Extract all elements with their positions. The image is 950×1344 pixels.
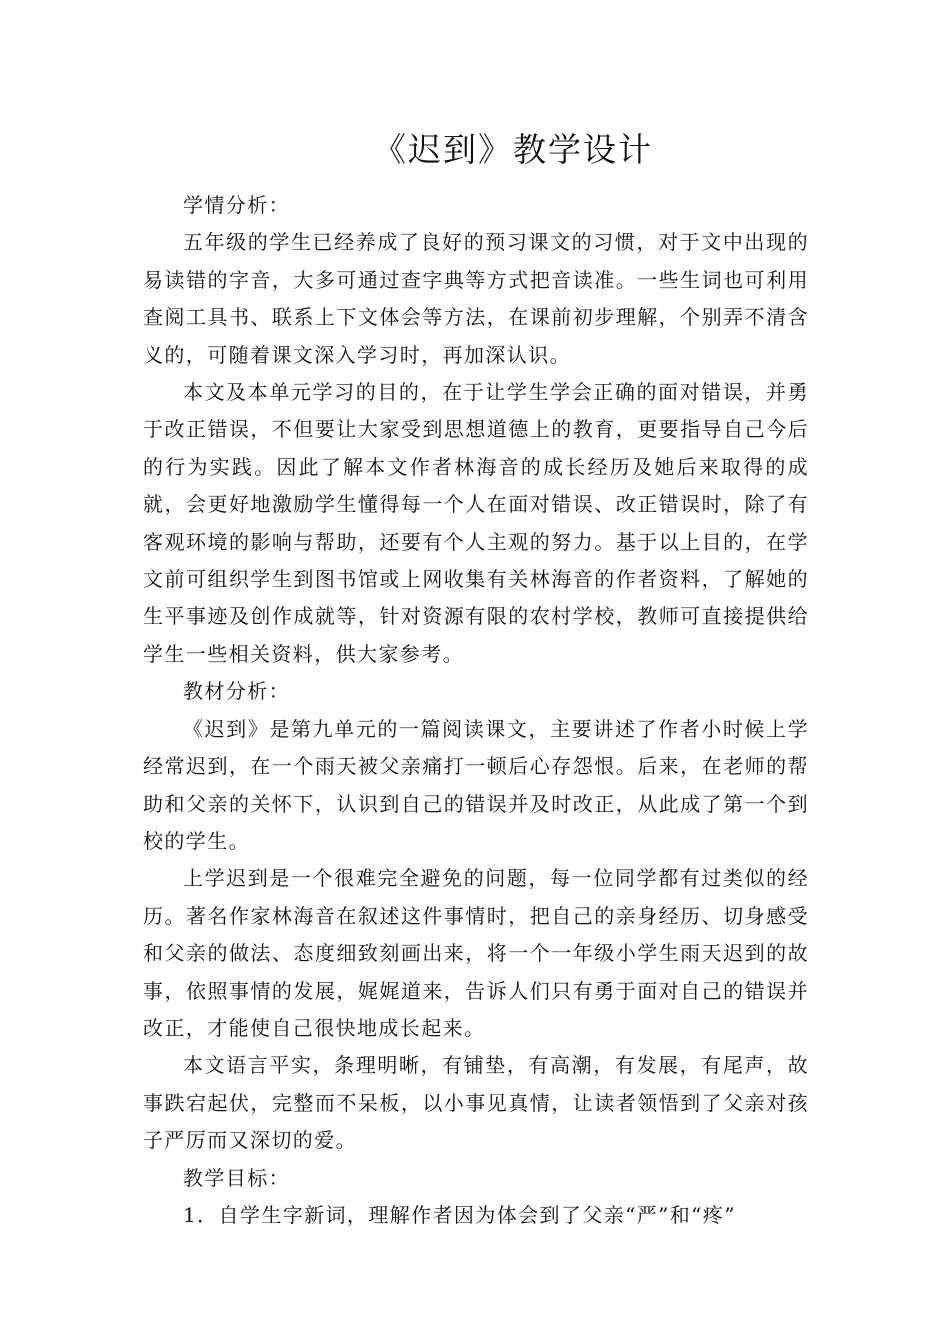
paragraph: 《迟到》是第九单元的一篇阅读课文，主要讲述了作者小时候上学经常迟到，在一个雨天被父亲痛打一顿后心存怨恨。后来，在老师的帮助和父亲的关怀下，认识到自己的错误并及时改正，从此成了第一个到校的学生。 [143, 716, 809, 853]
section-heading-teaching-goals: 教学目标： [183, 1165, 290, 1190]
list-item: 1．自学生字新词，理解作者因为体会到了父亲“严”和“疼” [183, 1202, 736, 1227]
section-heading-textbook-analysis: 教材分析： [183, 679, 290, 704]
paragraph: 本文及本单元学习的目的，在于让学生学会正确的面对错误，并勇于改正错误，不但要让大家受到思想道德上的教育，更要指导自己今后的行为实践。因此了解本文作者林海音的成长经历及她后来取得的成就，会更好地激励学生懂得每一个人在面对错误、改正错误时，除了有客观环境的影响与帮助，还要有个人主观的努力。基于以上目的，在学文前可组织学生到图书馆或上网收集有关林海音的作者资料，了解她的生平事迹及创作成就等，针对资源有限的农村学校，教师可直接提供给学生一些相关资料，供大家参考。 [143, 380, 809, 666]
paragraph: 五年级的学生已经养成了良好的预习课文的习惯，对于文中出现的易读错的字音，大多可通过查字典等方式把音读准。一些生词也可利用查阅工具书、联系上下文体会等方法，在课前初步理解，个别弄不清含义的，可随着课文深入学习时，再加深认识。 [143, 230, 809, 367]
paragraph: 上学迟到是一个很难完全避免的问题，每一位同学都有过类似的经历。著名作家林海音在叙述这件事情时，把自己的亲身经历、切身感受和父亲的做法、态度细致刻画出来，将一个一年级小学生雨天迟到的故事，依照事情的发展，娓娓道来，告诉人们只有勇于面对自己的错误并改正，才能使自己很快地成长起来。 [143, 866, 809, 1040]
document-body [143, 187, 809, 1234]
paragraph: 本文语言平实，条理明晰，有铺垫，有高潮，有发展，有尾声，故事跌宕起伏，完整而不呆板，以小事见真情，让读者领悟到了父亲对孩子严厉而又深切的爱。 [143, 1053, 809, 1153]
document-title: 《迟到》教学设计 [373, 130, 653, 169]
section-heading-learning-analysis: 学情分析： [183, 193, 290, 217]
